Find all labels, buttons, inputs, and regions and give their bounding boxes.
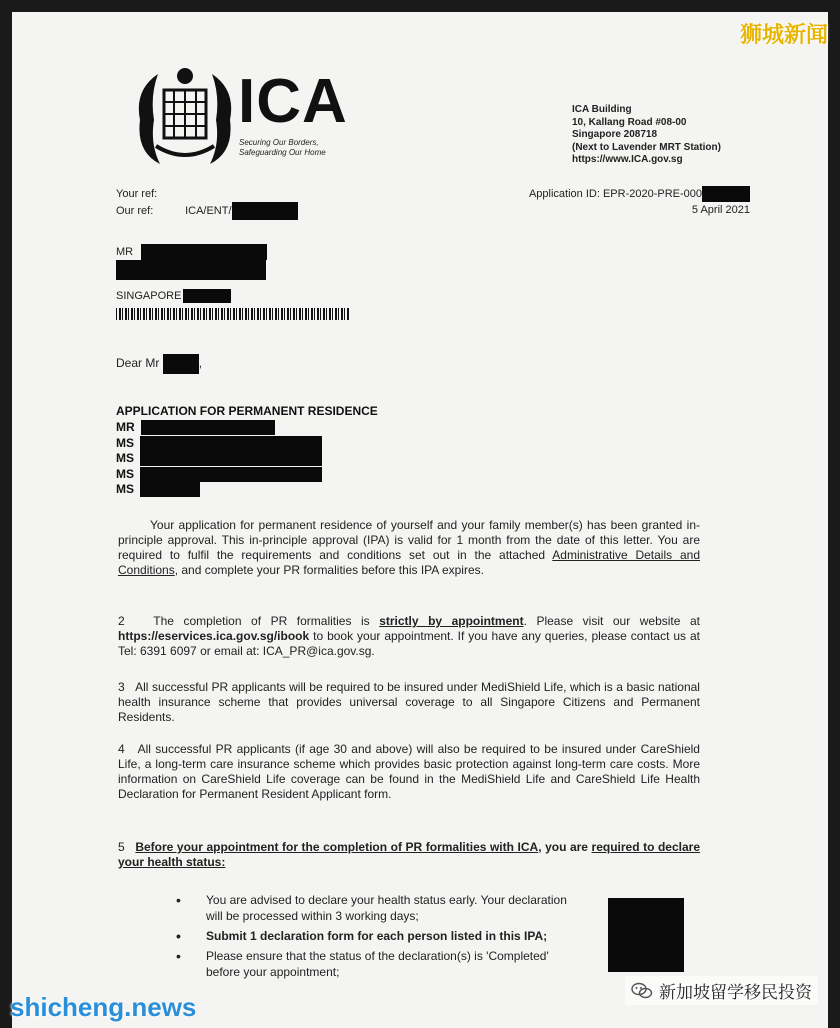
list-item: • You are advised to declare your health status early. Your declaration will be processed within 3 working days; <box>172 892 582 924</box>
addressee-title: MR <box>116 246 134 258</box>
list-item: • Please ensure that the status of the declaration(s) is 'Completed' before your appointment; <box>172 948 582 980</box>
letter-date: 5 April 2021 <box>691 204 750 217</box>
applicant-row: MS <box>116 467 322 483</box>
addressee-block <box>116 244 267 304</box>
letter-subject: APPLICATION FOR PERMANENT RESIDENCE <box>116 404 378 418</box>
paragraph-5: 5 Before your appointment for the completion of PR formalities with ICA, you are required to declare your health status: <box>118 840 700 869</box>
application-block <box>529 186 750 218</box>
watermark-top: 狮城新闻 <box>739 22 828 47</box>
watermark-bottom: shicheng.news <box>10 992 197 1022</box>
postal-barcode <box>116 308 350 320</box>
paragraph-4: 4 All successful PR applicants (if age 30 and above) will also be required to be insured under CareShield Life, a long-term care insurance scheme which provides basic protection against long-term care costs. More information on CareShield Life coverage can be found in the MediShield Life and CareShield Life Health Declaration for Permanent Resident Applicant form. <box>118 742 700 801</box>
booking-url: https://eservices.ica.gov.sg/ibook <box>118 629 310 643</box>
health-declaration-list <box>172 892 582 984</box>
logo-tagline: Securing Our Borders, Safeguarding Our Home <box>239 138 326 157</box>
reference-block <box>116 186 298 220</box>
redaction-bar <box>141 420 275 435</box>
applicant-row: MS <box>116 436 322 452</box>
applicant-row: MR <box>116 420 322 436</box>
redaction-bar <box>702 186 750 202</box>
redaction-block <box>608 898 684 972</box>
applicant-row: MS <box>116 451 322 467</box>
wechat-icon <box>631 982 653 1000</box>
your-ref-label: Your ref: <box>116 188 158 200</box>
addressee-city: SINGAPORE <box>116 290 182 303</box>
applicant-row: MS <box>116 482 322 498</box>
appointment-emphasis: strictly by appointment <box>379 614 524 628</box>
letter-page <box>12 12 828 1028</box>
redaction-bar <box>140 451 322 466</box>
paragraph-3: 3 All successful PR applicants will be required to be insured under MediShield Life, which is a basic national health insurance scheme that provides universal coverage to all Singapore Citizens and Permanent Residents. <box>118 680 700 724</box>
our-ref-label: Our ref: <box>116 204 154 217</box>
redaction-bar <box>140 436 322 451</box>
redaction-bar <box>232 202 298 220</box>
sender-address: ICA Building 10, Kallang Road #08-00 Singapore 208718 (Next to Lavender MRT Station) https://www.ICA.gov.sg <box>572 104 721 165</box>
application-id: Application ID: EPR-2020-PRE-000 <box>528 188 702 200</box>
redaction-bar <box>163 354 199 374</box>
redaction-bar <box>140 467 322 482</box>
our-ref-value: ICA/ENT/ <box>185 204 232 217</box>
applicant-list <box>116 420 322 498</box>
paragraph-1: Your application for permanent residence of yourself and your family member(s) has been granted in-principle approval. This in-principle approval (IPA) is valid for 1 month from the date of this letter. You are required to fulfil the requirements and conditions set out in the attached Administrative Details and Conditions, and complete your PR formalities before this IPA expires. <box>118 518 700 577</box>
redaction-bar <box>140 482 200 497</box>
ica-crest-icon <box>120 60 250 180</box>
conditions-link: Administrative Details and Conditions <box>118 548 700 577</box>
redaction-bar <box>116 260 266 280</box>
wechat-watermark: 新加坡留学移民投资 <box>625 976 818 1005</box>
redaction-bar <box>141 244 267 260</box>
paragraph-2: 2 The completion of PR formalities is strictly by appointment. Please visit our website at https://eservices.ica.gov.sg/ibook to book your appointment. If you have any queries, please contact us at Tel: 6391 6097 or email at: ICA_PR@ica.gov.sg. <box>118 614 700 658</box>
salutation: Dear Mr , <box>116 354 202 374</box>
redaction-bar <box>183 289 231 303</box>
ica-logo-text: ICA <box>238 67 348 136</box>
list-item: • Submit 1 declaration form for each person listed in this IPA; <box>172 928 582 944</box>
